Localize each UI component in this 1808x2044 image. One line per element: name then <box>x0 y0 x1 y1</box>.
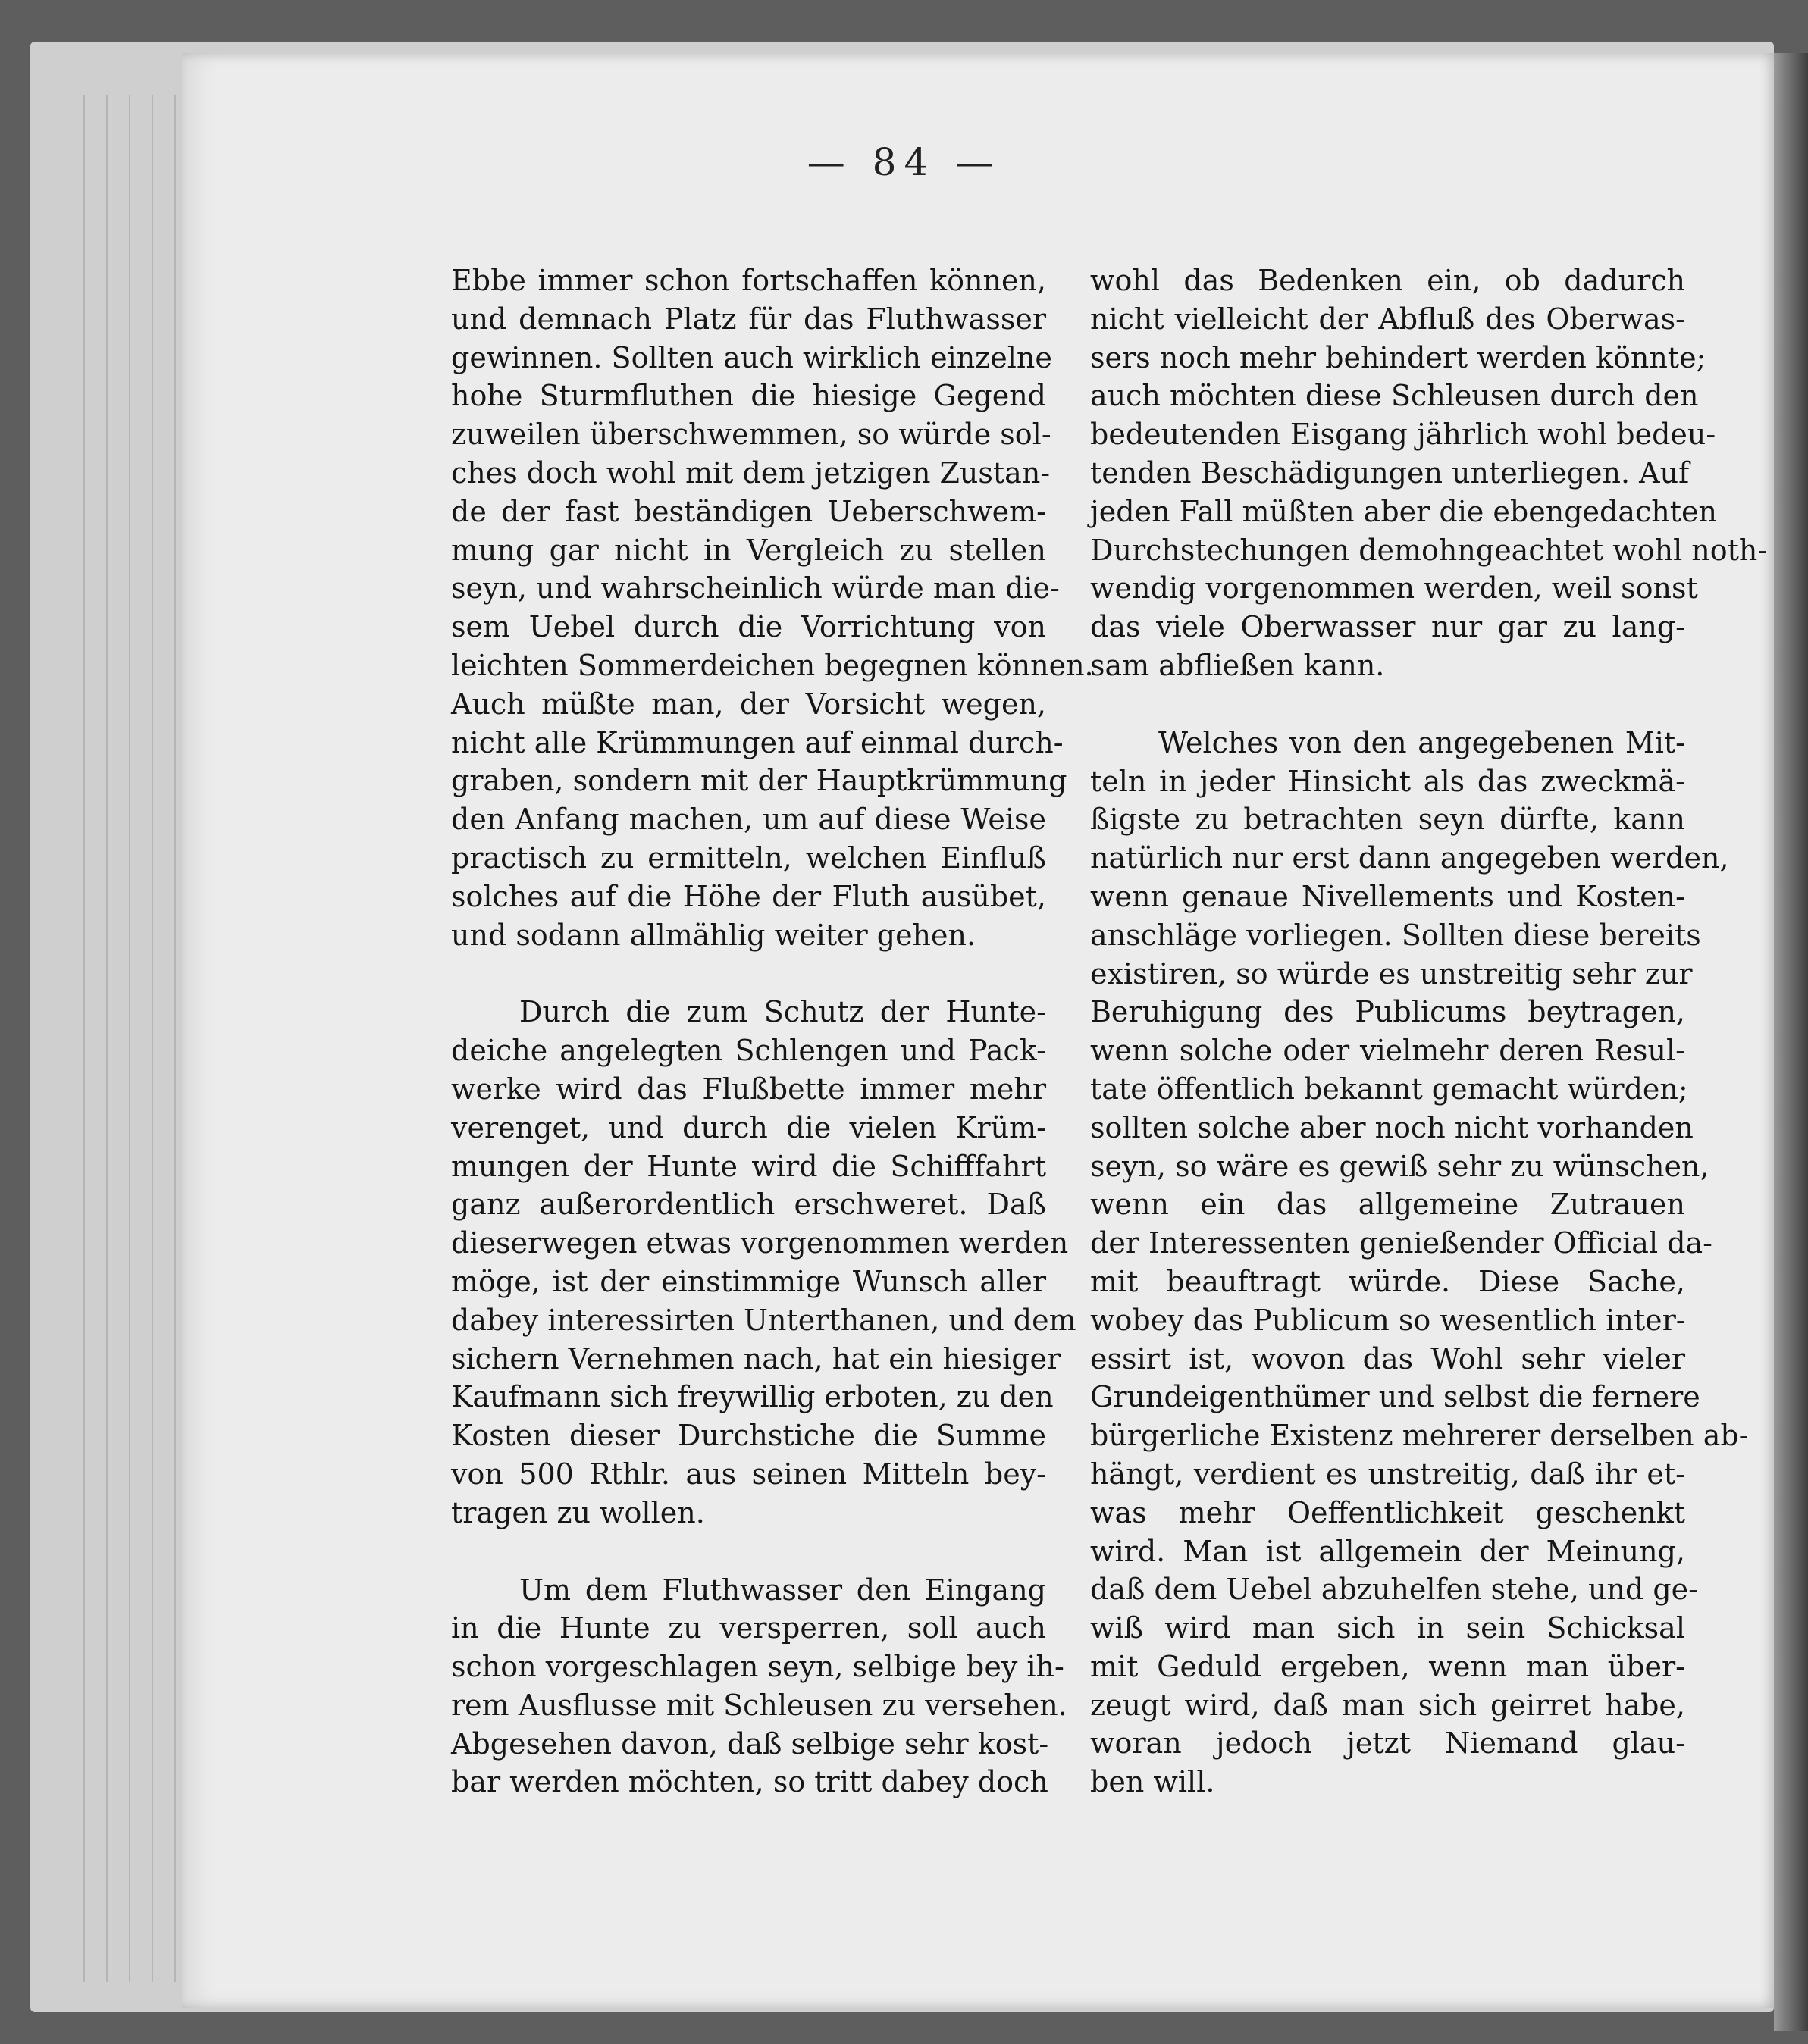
text-line: ben will. <box>1090 1765 1215 1799</box>
text-line: zuweilen überschwemmen, so würde sol- <box>451 418 1051 452</box>
text-line: nicht vielleicht der Abfluß des Oberwas- <box>1090 302 1685 336</box>
page-edge <box>106 95 108 1982</box>
text-line: gewinnen. Sollten auch wirklich einzelne <box>451 340 1052 374</box>
text-line: de der fast beständigen Ueberschwem- <box>451 494 1046 528</box>
text-line: wendig vorgenommen werden, weil sonst <box>1090 571 1698 606</box>
text-line: bürgerliche Existenz mehrerer derselben ab- <box>1090 1419 1749 1453</box>
text-line: jeden Fall müßten aber die ebengedachten <box>1090 494 1717 528</box>
paragraph-gap <box>451 1532 1046 1571</box>
paragraph <box>1090 724 1749 1801</box>
text-line: wobey das Publicum so wesentlich inter- <box>1090 1303 1686 1337</box>
text-line: Kaufmann sich freywillig erboten, zu den <box>451 1380 1054 1414</box>
text-line: sichern Vernehmen nach, hat ein hiesiger <box>451 1341 1061 1376</box>
text-line: wohl das Bedenken ein, ob dadurch <box>1090 264 1685 297</box>
text-line: das viele Oberwasser nur gar zu lang- <box>1090 610 1685 644</box>
text-line: ßigste zu betrachten seyn dürfte, kann <box>1090 803 1685 837</box>
text-line: Beruhigung des Publicums beytragen, <box>1090 995 1685 1029</box>
text-line: Um dem Fluthwasser den Eingang <box>519 1573 1046 1607</box>
text-line: tate öffentlich bekannt gemacht würden; <box>1090 1072 1688 1106</box>
text-line: practisch zu ermitteln, welchen Einfluß <box>451 840 1046 875</box>
text-line: dieserwegen etwas vorgenommen werden <box>451 1226 1069 1260</box>
text-line: sem Uebel durch die Vorrichtung von <box>451 610 1046 644</box>
text-line: bar werden möchten, so tritt dabey doch <box>451 1765 1048 1799</box>
text-line: sers noch mehr behindert werden könnte; <box>1090 340 1706 374</box>
page-number: — 84 — <box>807 140 1001 184</box>
text-line: wenn ein das allgemeine Zutrauen <box>1090 1188 1685 1222</box>
text-line: nicht alle Krümmungen auf einmal durch- <box>451 725 1064 759</box>
text-line: Auch müßte man, der Vorsicht wegen, <box>451 687 1046 721</box>
text-line: werke wird das Flußbette immer mehr <box>451 1072 1046 1106</box>
paragraph <box>451 1571 1067 1802</box>
text-line: solches auf die Höhe der Fluth ausübet, <box>451 879 1046 913</box>
text-line: ganz außerordentlich erschweret. Daß <box>451 1188 1046 1222</box>
text-line: sam abfließen kann. <box>1090 648 1385 682</box>
text-line: dabey interessirten Unterthanen, und dem <box>451 1303 1076 1337</box>
text-line: von 500 Rthlr. aus seinen Mitteln bey- <box>451 1457 1046 1491</box>
paragraph <box>1090 261 1768 685</box>
text-line: hängt, verdient es unstreitig, daß ihr et- <box>1090 1457 1685 1491</box>
text-line: woran jedoch jetzt Niemand glau- <box>1090 1726 1685 1761</box>
text-line: mungen der Hunte wird die Schifffahrt <box>451 1149 1046 1183</box>
paragraph <box>451 993 1076 1532</box>
text-line: graben, sondern mit der Hauptkrümmung <box>451 764 1067 798</box>
text-line: Kosten dieser Durchstiche die Summe <box>451 1419 1046 1453</box>
page-edge <box>174 95 176 1982</box>
text-line: Durch die zum Schutz der Hunte- <box>519 995 1046 1029</box>
text-line: zeugt wird, daß man sich geirret habe, <box>1090 1688 1685 1722</box>
text-line: wenn genaue Nivellements und Kosten- <box>1090 879 1685 913</box>
text-line: natürlich nur erst dann angegeben werden, <box>1090 841 1729 875</box>
text-line: leichten Sommerdeichen begegnen können. <box>451 648 1094 682</box>
text-line: den Anfang machen, um auf diese Weise <box>451 803 1046 837</box>
text-line: Welches von den angegebenen Mit- <box>1158 725 1685 759</box>
paragraph-gap <box>451 954 1046 993</box>
paragraph <box>451 261 1094 954</box>
text-line: mit beauftragt würde. Diese Sache, <box>1090 1264 1685 1298</box>
text-line: ches doch wohl mit dem jetzigen Zustan- <box>451 455 1051 490</box>
text-line: hohe Sturmfluthen die hiesige Gegend <box>451 379 1046 413</box>
text-line: Grundeigenthümer und selbst die fernere <box>1090 1380 1700 1414</box>
text-line: rem Ausflusse mit Schleusen zu versehen. <box>451 1688 1067 1722</box>
text-line: bedeutenden Eisgang jährlich wohl bedeu- <box>1090 418 1716 452</box>
text-line: möge, ist der einstimmige Wunsch aller <box>451 1264 1046 1298</box>
text-line: verenget, und durch die vielen Krüm- <box>451 1110 1046 1144</box>
text-line: daß dem Uebel abzuhelfen stehe, und ge- <box>1090 1573 1699 1607</box>
text-line: und sodann allmählig weiter gehen. <box>451 918 976 952</box>
text-line: wiß wird man sich in sein Schicksal <box>1090 1611 1685 1645</box>
text-line: deiche angelegten Schlengen und Pack- <box>451 1034 1046 1068</box>
right-column <box>1090 261 1768 1801</box>
text-line: was mehr Oeffentlichkeit geschenkt <box>1090 1495 1685 1529</box>
text-line: und demnach Platz für das Fluthwasser <box>451 302 1046 336</box>
page-edge <box>129 95 130 1982</box>
text-line: wird. Man ist allgemein der Meinung, <box>1090 1534 1685 1568</box>
text-line: mung gar nicht in Vergleich zu stellen <box>451 533 1046 567</box>
page-edge <box>152 95 153 1982</box>
text-line: Durchstechungen demohngeachtet wohl noth- <box>1090 533 1768 567</box>
text-line: der Interessenten genießender Official da- <box>1090 1226 1713 1260</box>
text-line: tragen zu wollen. <box>451 1495 705 1529</box>
text-line: auch möchten diese Schleusen durch den <box>1090 379 1699 413</box>
text-line: seyn, und wahrscheinlich würde man die- <box>451 571 1060 606</box>
text-line: Ebbe immer schon fortschaffen können, <box>451 264 1046 297</box>
text-line: mit Geduld ergeben, wenn man über- <box>1090 1649 1685 1683</box>
text-line: teln in jeder Hinsicht als das zweckmä- <box>1090 764 1685 798</box>
text-line: Abgesehen davon, daß selbige sehr kost- <box>451 1726 1049 1761</box>
text-line: schon vorgeschlagen seyn, selbige bey ih- <box>451 1650 1064 1684</box>
paragraph-gap <box>1090 685 1685 724</box>
page-edge <box>83 95 85 1982</box>
text-line: existiren, so würde es unstreitig sehr zur <box>1090 956 1693 991</box>
text-line: seyn, so wäre es gewiß sehr zu wünschen, <box>1090 1149 1709 1183</box>
text-line: wenn solche oder vielmehr deren Resul- <box>1090 1034 1685 1068</box>
text-line: sollten solche aber noch nicht vorhanden <box>1090 1110 1694 1144</box>
text-line: essirt ist, wovon das Wohl sehr vieler <box>1090 1341 1685 1376</box>
text-line: tenden Beschädigungen unterliegen. Auf <box>1090 455 1690 490</box>
book-spine <box>1774 53 1808 2031</box>
text-line: in die Hunte zu versperren, soll auch <box>451 1611 1046 1645</box>
text-line: anschläge vorliegen. Sollten diese bereits <box>1090 918 1701 952</box>
left-column <box>451 261 1094 1801</box>
